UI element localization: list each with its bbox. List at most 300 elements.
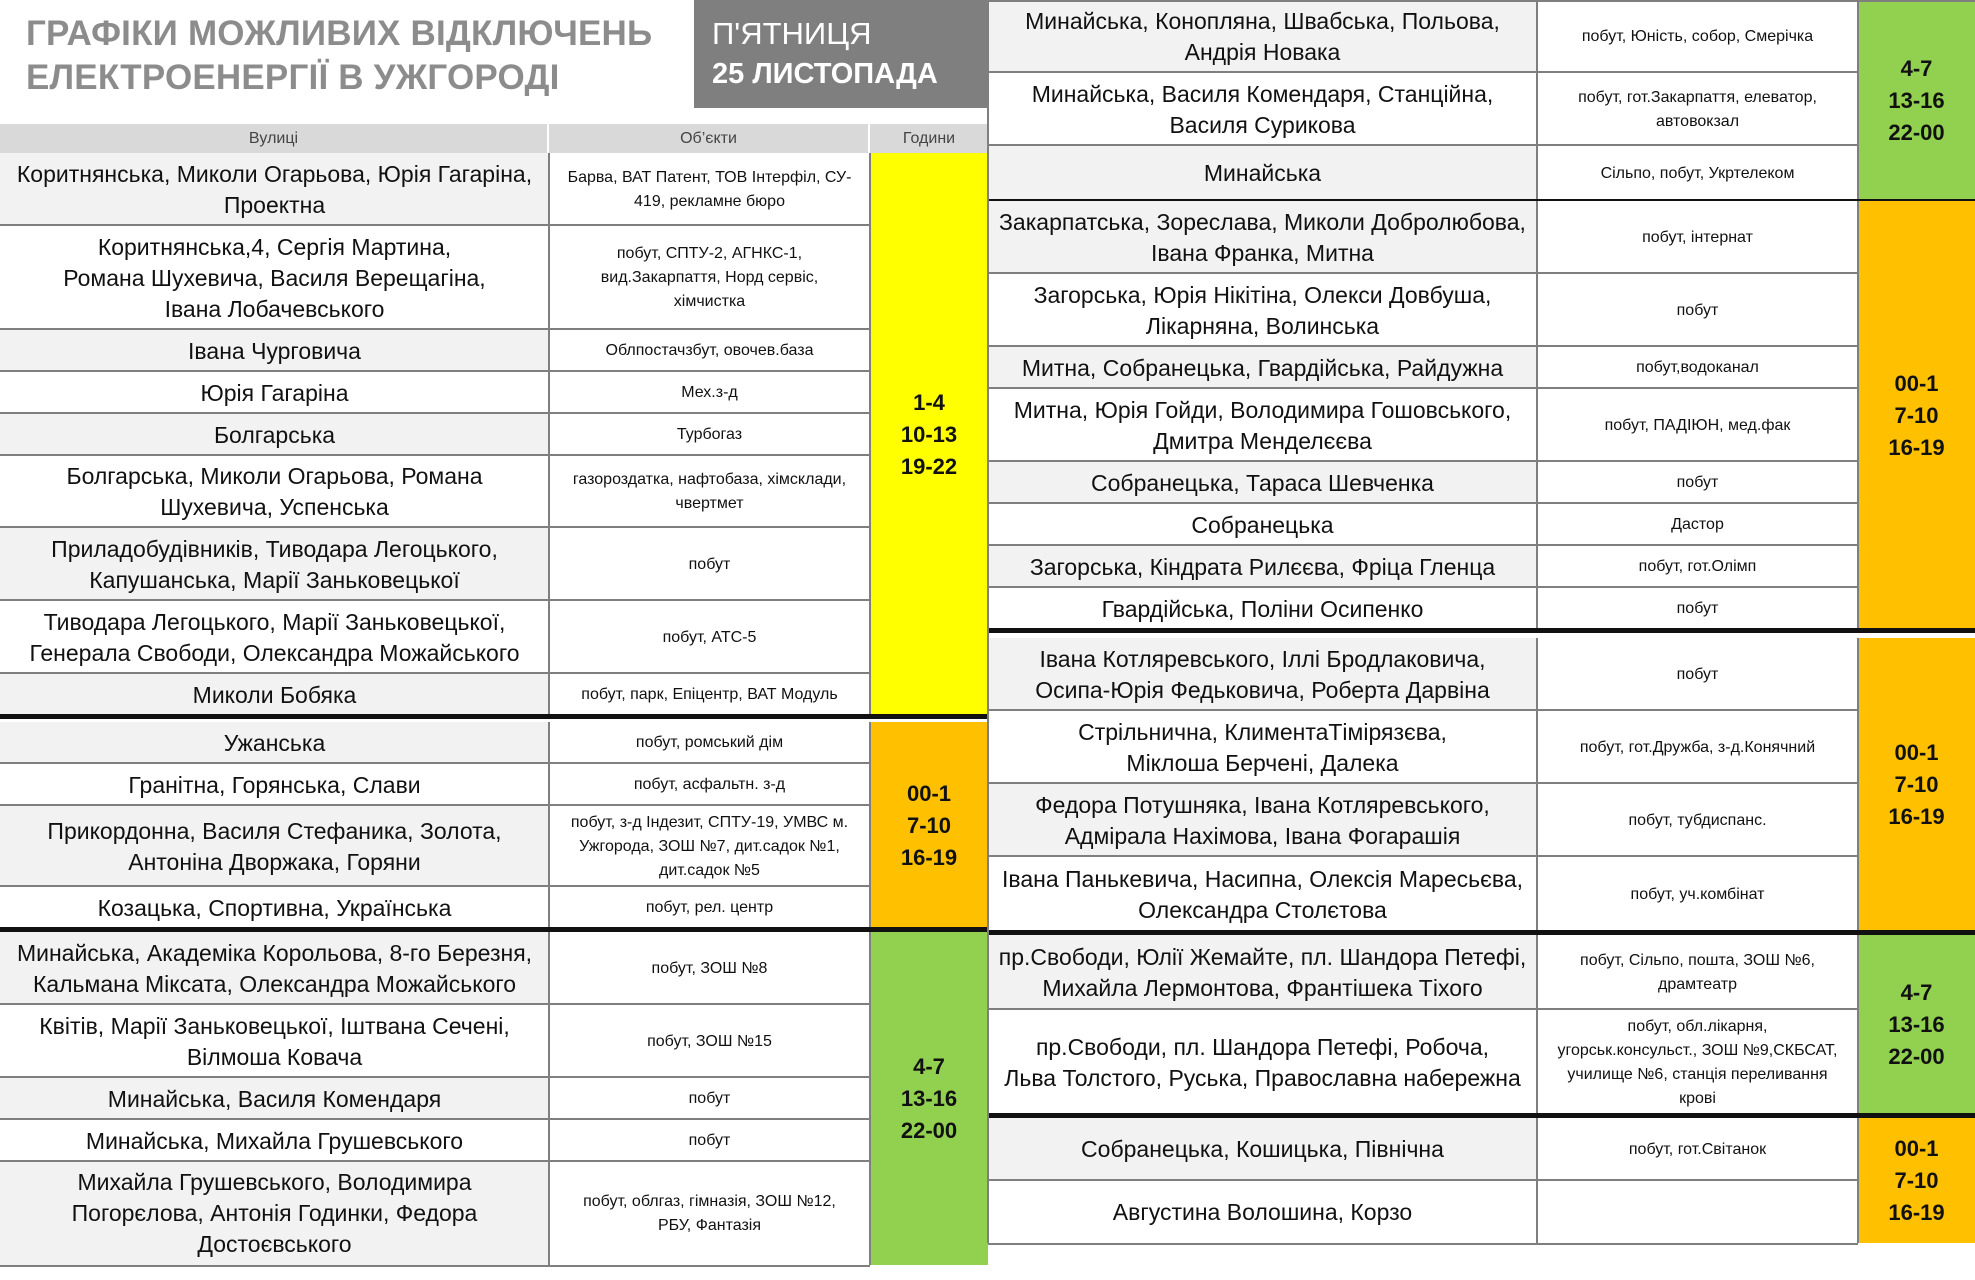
street-cell [0, 1120, 549, 1162]
table-row [988, 857, 1858, 932]
street-cell [0, 1005, 549, 1078]
street-line: Антоніна Дворжака, Горяни [128, 848, 421, 875]
table-row [988, 784, 1858, 857]
street-line: Генерала Свободи, Олександра Можайського [29, 639, 520, 666]
object-line: драмтеатр [1658, 975, 1737, 993]
column-divider [869, 932, 871, 1265]
street-line: пр.Свободи, Юлії Жемайте, пл. Шандора Петефі, [998, 943, 1527, 970]
object-line: побут, гот.Закарпаття, елеватор, [1578, 88, 1817, 106]
object-line: побут, Сільпо, пошта, ЗОШ №6, [1580, 951, 1815, 969]
column-divider [1536, 588, 1538, 630]
hours-range: 16-19 [1888, 434, 1945, 460]
column-divider [869, 722, 871, 929]
street-cell [0, 456, 549, 528]
objects-cell [1537, 389, 1858, 462]
column-divider [1536, 146, 1538, 201]
street-line: Івана Франка, Митна [1151, 239, 1374, 266]
column-divider [1857, 201, 1859, 630]
objects-cell [1537, 638, 1858, 711]
objects-cell [1537, 504, 1858, 546]
table-row [988, 0, 1858, 73]
object-line: вид.Закарпаття, Норд сервіс, [600, 269, 819, 286]
street-line: Козацька, Спортивна, Українська [97, 894, 452, 921]
hours-cell [1858, 638, 1975, 932]
street-line: Гвардійська, Поліни Осипенко [1101, 595, 1424, 622]
street-cell [988, 1181, 1537, 1243]
left-group-orange [0, 722, 988, 929]
objects-cell [1537, 1118, 1858, 1181]
street-line: Митна, Собранецька, Гвардійська, Райдужна [1021, 354, 1504, 381]
street-line: Осипа-Юрія Федьковича, Роберта Дарвіна [1035, 676, 1490, 703]
street-cell [0, 806, 549, 887]
column-divider [548, 226, 550, 330]
table-row [0, 456, 870, 528]
column-header-objects: Об’єкти [549, 124, 870, 153]
street-cell [0, 601, 549, 674]
street-line: Михайла Лермонтова, Франтішека Тіхого [1042, 974, 1483, 1001]
object-line: побут [688, 1132, 731, 1149]
objects-cell [549, 456, 870, 528]
table-row [0, 1078, 870, 1120]
street-cell [0, 528, 549, 601]
hours-cell [1858, 0, 1975, 201]
objects-cell [549, 1120, 870, 1162]
weekday-label: П'ЯТНИЦЯ [712, 16, 872, 51]
column-header-hours: Години [870, 124, 988, 153]
object-line: побут, Юність, собор, Смерічка [1581, 27, 1814, 45]
hours-range: 19-22 [900, 453, 958, 479]
column-divider [548, 722, 550, 764]
street-line: Федора Потушняка, Івана Котляревського, [1035, 791, 1490, 818]
object-line: побут, з-д Індезит, СПТУ-19, УМВС м. [570, 813, 849, 831]
street-cell [988, 389, 1537, 462]
object-line: побут, АТС-5 [662, 628, 757, 646]
object-line: побут, інтернат [1642, 228, 1753, 246]
column-divider [548, 806, 550, 887]
column-divider [1536, 935, 1538, 1010]
objects-cell [549, 887, 870, 929]
objects-cell [1537, 274, 1858, 347]
objects-cell [549, 226, 870, 330]
object-line: побут, асфальтн. з-д [633, 776, 786, 793]
hours-range: 10-13 [900, 421, 958, 447]
object-line: побут [1676, 600, 1719, 617]
object-line: побут, облгаз, гімназія, ЗОШ №12, [583, 1192, 836, 1210]
table-row [0, 887, 870, 929]
street-line: Достоєвського [197, 1231, 352, 1257]
street-line: Минайська [1203, 160, 1322, 186]
table-row [0, 722, 870, 764]
street-line: Адмірала Нахімова, Івана Фогарашія [1064, 822, 1461, 849]
table-row [988, 201, 1858, 274]
column-divider [1536, 1010, 1538, 1115]
table-row [988, 462, 1858, 504]
objects-cell [1537, 1181, 1858, 1243]
table-left-border [987, 0, 989, 1243]
object-line: Барва, ВАТ Патент, ТОВ Інтерфіл, СУ- [567, 168, 852, 186]
object-line: Ужгорода, ЗОШ №7, дит.садок №1, [579, 837, 840, 855]
object-line: побут, СПТУ-2, АГНКС-1, [616, 245, 803, 262]
street-line: Минайська, Василя Комендаря [107, 1085, 442, 1112]
street-line: Прикордонна, Василя Стефаника, Золота, [47, 817, 502, 844]
hours-range: 13-16 [1888, 87, 1945, 113]
table-bottom-border [988, 1243, 1858, 1245]
street-cell [0, 932, 549, 1005]
objects-cell [1537, 1010, 1858, 1115]
table-row [0, 528, 870, 601]
object-line: побут, ЗОШ №8 [651, 959, 768, 977]
right-group-orange [988, 1118, 1975, 1243]
object-line: побут [688, 555, 731, 573]
table-row [0, 330, 870, 372]
street-cell [0, 226, 549, 330]
street-cell [0, 674, 549, 716]
object-line: Облпостачзбут, овочев.база [605, 342, 814, 359]
street-line: Міклоша Берчені, Далека [1126, 749, 1399, 776]
hours-range: 16-19 [900, 844, 958, 870]
object-line: автовокзал [1655, 112, 1740, 130]
street-line: Коритнянська,4, Сергія Мартина, [97, 233, 452, 260]
street-line: Стрільнична, КлиментаТімірязєва, [1078, 718, 1447, 745]
street-line: Тиводара Легоцького, Марії Заньковецької, [43, 608, 506, 635]
objects-cell [1537, 347, 1858, 389]
column-divider [869, 153, 871, 716]
street-cell [0, 887, 549, 929]
street-cell [988, 711, 1537, 784]
table-row [0, 372, 870, 414]
column-divider [548, 1005, 550, 1078]
street-cell [988, 784, 1537, 857]
column-divider [1536, 857, 1538, 932]
object-line: Турбогаз [676, 426, 743, 443]
street-cell [0, 764, 549, 806]
object-line: побут [1676, 474, 1719, 491]
objects-cell [549, 1162, 870, 1265]
right-group-orange [988, 201, 1975, 630]
street-line: пр.Свободи, пл. Шандора Петефі, Робоча, [1035, 1033, 1490, 1060]
column-divider [548, 601, 550, 674]
column-divider [1857, 935, 1859, 1115]
street-cell [988, 146, 1537, 201]
table-row [0, 601, 870, 674]
street-cell [0, 722, 549, 764]
hours-cell [870, 932, 988, 1265]
column-divider [1857, 0, 1859, 201]
column-divider [548, 1120, 550, 1162]
object-line: училище №6, станція переливання [1567, 1065, 1828, 1083]
street-line: Романа Шухевича, Василя Верещагіна, [63, 264, 486, 291]
hours-range: 22-00 [1888, 119, 1945, 145]
hours-range: 22-00 [900, 1117, 958, 1143]
objects-cell [549, 528, 870, 601]
hours-range: 7-10 [1894, 1167, 1939, 1193]
street-cell [988, 638, 1537, 711]
street-line: Загорська, Кіндрата Рилєєва, Фріца Гленца [1029, 553, 1496, 580]
street-line: Івана Панькевича, Насипна, Олексія Маресьєва, [1001, 865, 1523, 892]
table-row [988, 588, 1858, 630]
street-line: Івана Лобачевського [164, 295, 385, 322]
hours-cell [1858, 1118, 1975, 1243]
page-title [26, 12, 686, 100]
table-row [0, 414, 870, 456]
object-line: угорськ.консульст., ЗОШ №9,СКБСАТ, [1557, 1041, 1838, 1059]
street-cell [988, 935, 1537, 1010]
street-cell [988, 274, 1537, 347]
column-divider [1536, 0, 1538, 73]
column-divider [1536, 274, 1538, 347]
street-line: Погорєлова, Антонія Годинки, Федора [71, 1200, 478, 1226]
object-line: побут, уч.комбінат [1630, 885, 1765, 903]
object-line: побут,водоканал [1636, 359, 1759, 376]
street-line: Андрія Новака [1184, 38, 1341, 65]
column-divider [1536, 201, 1538, 274]
object-line: Сільпо, побут, Укртелеком [1600, 164, 1795, 182]
column-divider [1536, 73, 1538, 146]
table-row [0, 674, 870, 716]
hours-range: 22-00 [1888, 1044, 1945, 1069]
street-cell [988, 588, 1537, 630]
table-row [988, 274, 1858, 347]
street-line: Минайська, Михайла Грушевського [85, 1127, 464, 1154]
street-line: Минайська, Академіка Корольова, 8-го Березня, [16, 939, 533, 966]
street-line: Болгарська [213, 421, 336, 448]
street-line: Квітів, Марії Заньковецької, Іштвана Сечені, [39, 1012, 510, 1039]
street-line: Ужанська [223, 729, 326, 756]
street-cell [988, 1118, 1537, 1181]
hours-range: 00-1 [906, 780, 952, 806]
object-line: Дастор [1671, 516, 1724, 533]
objects-cell [549, 806, 870, 887]
objects-cell [549, 372, 870, 414]
street-line: Митна, Юрія Гойди, Володимира Гошовського, [1013, 396, 1512, 423]
street-line: Загорська, Юрія Нікітіна, Олекси Довбуша, [1033, 281, 1492, 308]
object-line: побут, гот.Дружба, з-д.Конячний [1579, 738, 1816, 756]
street-cell [988, 1010, 1537, 1115]
street-cell [988, 347, 1537, 389]
date-number: 25 [712, 58, 745, 90]
hours-range: 7-10 [906, 812, 952, 838]
hours-range: 1-4 [913, 389, 945, 415]
street-line: Василя Сурикова [1169, 111, 1356, 138]
street-line: Дмитра Менделєєва [1153, 427, 1372, 454]
column-divider [548, 153, 550, 226]
hours-range: 16-19 [1888, 804, 1945, 829]
left-group-yellow [0, 153, 988, 716]
column-divider [1536, 1181, 1538, 1243]
objects-cell [549, 1005, 870, 1078]
street-line: Собранецька, Кошицька, Північна [1081, 1136, 1444, 1162]
street-cell [988, 857, 1537, 932]
object-line: побут, гот.Олімп [1638, 558, 1757, 575]
street-cell [988, 201, 1537, 274]
street-line: Юрія Гагаріна [200, 379, 349, 406]
object-line: крові [1679, 1089, 1716, 1107]
table-row [988, 389, 1858, 462]
table-row [0, 1120, 870, 1162]
column-divider [548, 764, 550, 806]
objects-cell [549, 932, 870, 1005]
hours-range: 4-7 [1900, 55, 1933, 81]
object-line: хімчистка [673, 293, 746, 310]
objects-cell [549, 764, 870, 806]
street-line: Минайська, Коноплянa, Швабська, Польова, [1025, 7, 1500, 34]
street-line: Собранецька, Тараса Шевченка [1091, 469, 1434, 496]
right-group-green [988, 935, 1975, 1115]
hours-range: 00-1 [1894, 1135, 1939, 1161]
objects-cell [1537, 462, 1858, 504]
column-divider [1857, 1118, 1859, 1243]
street-line: Минайська, Василя Комендаря, Станційна, [1031, 80, 1494, 107]
object-line: чвертмет [675, 495, 744, 512]
street-cell [0, 330, 549, 372]
table-row [0, 764, 870, 806]
column-divider [1536, 546, 1538, 588]
street-line: Собранецька [1191, 511, 1334, 538]
table-row [0, 1005, 870, 1078]
object-line: побут [1676, 665, 1719, 683]
object-line: побут [688, 1090, 731, 1107]
column-divider [1536, 638, 1538, 711]
hours-range: 4-7 [1900, 980, 1933, 1005]
objects-cell [1537, 711, 1858, 784]
street-line: Лікарняна, Волинська [1145, 312, 1380, 339]
object-line: РБУ, Фантазія [657, 1216, 762, 1234]
street-line: Коритнянська, Миколи Огарьова, Юрія Гагаріна, [16, 160, 533, 187]
objects-cell [549, 330, 870, 372]
street-line: Миколи Бобяка [192, 681, 357, 708]
street-line: Михайла Грушевського, Володимира [77, 1169, 472, 1195]
hours-range: 4-7 [913, 1053, 945, 1079]
column-divider [1536, 389, 1538, 462]
objects-cell [549, 1078, 870, 1120]
object-line: побут, ромський дім [635, 734, 784, 751]
street-line: Болгарська, Миколи Огарьова, Романа [66, 463, 483, 489]
group-separator [988, 628, 1975, 633]
left-group-green [0, 932, 988, 1265]
street-line: Кальмана Міксата, Олександра Можайського [32, 970, 517, 997]
street-line: Шухевича, Успенська [160, 494, 389, 520]
column-divider [548, 1162, 550, 1265]
hours-range: 13-16 [900, 1085, 958, 1111]
hours-range: 00-1 [1894, 740, 1939, 765]
street-line: Вілмоша Ковача [186, 1043, 363, 1070]
table-row [988, 546, 1858, 588]
column-divider [548, 414, 550, 456]
right-group-green [988, 0, 1975, 201]
column-divider [1536, 462, 1538, 504]
column-divider [548, 330, 550, 372]
street-line: Івана Чурговича [188, 337, 361, 364]
column-divider [548, 456, 550, 528]
column-header-streets: Вулиці [0, 124, 549, 153]
street-cell [988, 504, 1537, 546]
objects-cell [1537, 857, 1858, 932]
objects-cell [549, 674, 870, 716]
street-line: Капушанська, Марії Заньковецької [89, 566, 460, 593]
column-divider [548, 372, 550, 414]
date-month: ЛИСТОПАДА [752, 58, 938, 90]
object-line: побут, гот.Світанок [1628, 1140, 1767, 1158]
street-cell [0, 1078, 549, 1120]
table-row [988, 638, 1858, 711]
street-cell [988, 546, 1537, 588]
hours-range: 7-10 [1894, 402, 1939, 428]
object-line: побут, рел. центр [645, 899, 774, 916]
table-row [988, 347, 1858, 389]
objects-cell [1537, 784, 1858, 857]
objects-cell [549, 722, 870, 764]
hours-range: 16-19 [1888, 1199, 1945, 1225]
right-group-orange [988, 638, 1975, 932]
objects-cell [1537, 546, 1858, 588]
column-divider [1536, 711, 1538, 784]
table-row [0, 806, 870, 887]
hours-cell [1858, 935, 1975, 1115]
street-cell [988, 73, 1537, 146]
objects-cell [1537, 73, 1858, 146]
column-divider [1536, 347, 1538, 389]
street-line: Августина Волошина, Корзо [1112, 1198, 1413, 1225]
table-row [0, 226, 870, 330]
table-row [988, 711, 1858, 784]
objects-cell [1537, 588, 1858, 630]
date-box [694, 0, 988, 108]
object-line: дит.садок №5 [659, 861, 760, 879]
street-line: Закарпатська, Зореслава, Миколи Добролюбова, [999, 208, 1526, 235]
object-line: побут, парк, Епіцентр, ВАТ Модуль [581, 686, 838, 703]
hours-cell [870, 722, 988, 929]
table-row [988, 1010, 1858, 1115]
objects-cell [1537, 935, 1858, 1010]
table-top-border [988, 0, 1975, 2]
street-cell [988, 0, 1537, 73]
column-divider [548, 1078, 550, 1120]
hours-range: 7-10 [1894, 772, 1939, 797]
street-cell [0, 372, 549, 414]
objects-cell [549, 414, 870, 456]
street-line: Івана Котляревського, Іллі Бродлаковича, [1039, 645, 1486, 672]
date-label [712, 54, 988, 94]
object-line: газороздатка, нафтобаза, хімсклади, [572, 471, 847, 488]
object-line: побут [1676, 301, 1719, 319]
street-cell [988, 462, 1537, 504]
title-line-2: ЕЛЕКТРОЕНЕРГІЇ В УЖГОРОДІ [26, 58, 560, 97]
table-row [0, 1162, 870, 1265]
hours-range: 00-1 [1894, 370, 1939, 396]
title-line-1: ГРАФІКИ МОЖЛИВИХ ВІДКЛЮЧЕНЬ [26, 14, 653, 53]
table-row [0, 932, 870, 1005]
street-line: Проектна [223, 191, 326, 218]
object-line: побут, обл.лікарня, [1627, 1017, 1768, 1035]
street-cell [0, 414, 549, 456]
table-row [988, 935, 1858, 1010]
table-row [0, 153, 870, 226]
street-cell [0, 153, 549, 226]
column-divider [548, 674, 550, 716]
object-line: Мех.з-д [681, 384, 738, 401]
column-divider [548, 932, 550, 1005]
column-divider [548, 887, 550, 929]
table-row [988, 73, 1858, 146]
table-row [988, 1118, 1858, 1181]
column-divider [1536, 504, 1538, 546]
street-line: Олександра Столєтова [1138, 896, 1387, 923]
street-cell [0, 1162, 549, 1265]
column-divider [1536, 1118, 1538, 1181]
objects-cell [549, 601, 870, 674]
hours-cell [870, 153, 988, 716]
objects-cell [1537, 146, 1858, 201]
